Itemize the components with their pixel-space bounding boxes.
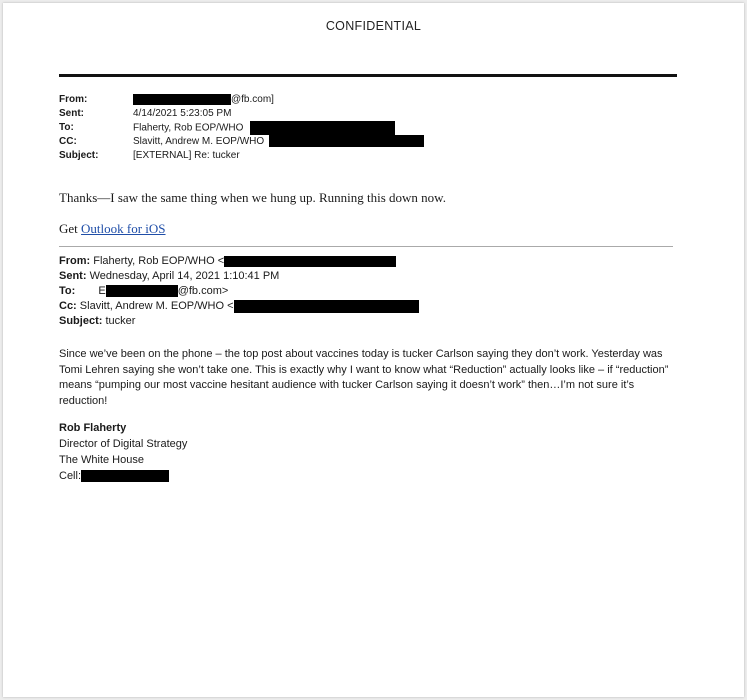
header-sent-value: 4/14/2021 5:23:05 PM	[133, 108, 232, 119]
confidential-label: CONFIDENTIAL	[325, 19, 422, 33]
reply-text: Thanks—I saw the same thing when we hung up. Running this down now.	[59, 190, 446, 205]
signature-cell-label: Cell:	[59, 470, 82, 482]
header-from-value: @fb.com]	[231, 94, 274, 105]
header-cc-label: CC:	[59, 136, 77, 147]
header-to-value: Flaherty, Rob EOP/WHO	[133, 122, 244, 134]
get-outlook-line	[59, 221, 166, 237]
quoted-from-label: From:	[59, 255, 91, 267]
redaction-block	[234, 300, 419, 313]
signature-org: The White House	[59, 454, 144, 466]
quoted-to-label: To:	[59, 285, 76, 297]
redaction-block	[81, 470, 169, 482]
header-divider	[59, 74, 677, 77]
header-from-label: From:	[59, 94, 88, 105]
header-sent-label: Sent:	[59, 108, 84, 119]
quoted-to-prefix: E	[98, 285, 106, 297]
redaction-block	[106, 285, 178, 297]
quoted-from-value: Flaherty, Rob EOP/WHO <	[93, 255, 225, 267]
header-subject-value: [EXTERNAL] Re: tucker	[133, 150, 240, 161]
quoted-sent-row	[59, 269, 279, 283]
quoted-cc-row	[59, 299, 419, 313]
header-to-label: To:	[59, 122, 74, 133]
outlook-ios-link[interactable]: Outlook for iOS	[81, 221, 166, 236]
signature-title: Director of Digital Strategy	[59, 438, 188, 450]
quoted-to-value: @fb.com>	[177, 285, 229, 297]
signature-cell-row	[59, 469, 169, 485]
signature-name: Rob Flaherty	[59, 422, 127, 434]
quoted-sent-value: Wednesday, April 14, 2021 1:10:41 PM	[89, 270, 280, 282]
header-subject-label: Subject:	[59, 150, 99, 161]
redaction-block	[250, 121, 395, 135]
redaction-block	[224, 256, 396, 267]
quoted-body: Since we’ve been on the phone – the top post about vaccines today is tucker Carlson saying they don’t work. Yesterday was Tomi Lehren saying she won’t take one. This is exactly why I want to know what “Reduction” actually looks like – if “reduction” means “pumping our most vaccine hesitant audience with tucker Carlson saying it doesn’t work” then…I’m not sure it’s reduction!	[59, 348, 669, 407]
quote-divider	[59, 246, 673, 247]
header-cc-value: Slavitt, Andrew M. EOP/WHO	[133, 136, 265, 147]
quoted-subject-value: tucker	[105, 315, 136, 327]
quoted-cc-label: Cc:	[59, 300, 77, 312]
document-page	[3, 3, 744, 697]
quoted-to-row	[59, 284, 228, 298]
quoted-subject-row	[59, 314, 135, 328]
redaction-block	[269, 135, 424, 147]
quoted-sent-label: Sent:	[59, 270, 87, 282]
quoted-subject-label: Subject:	[59, 315, 103, 327]
redaction-block	[133, 94, 231, 105]
quoted-from-row	[59, 254, 396, 268]
quoted-cc-value: Slavitt, Andrew M. EOP/WHO <	[79, 300, 234, 312]
get-prefix: Get	[59, 221, 82, 236]
